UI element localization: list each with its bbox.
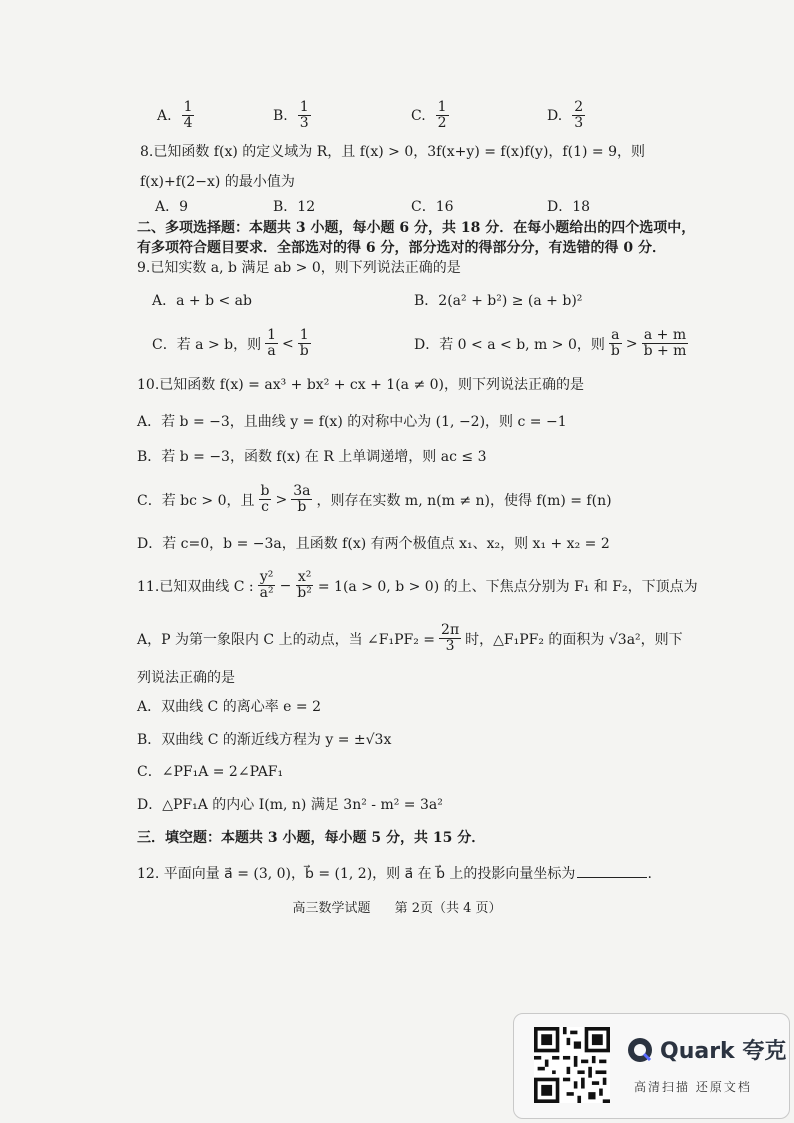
q9-option-d: D．若 0 < a < b, m > 0，则 $\frac{a}{b}$ > $\frac{a + m}{b + m}$ (414, 327, 687, 360)
q11-stem-3: 列说法正确的是 (137, 670, 235, 686)
q11-option-a: A．双曲线 C 的离心率 e = 2 (137, 699, 321, 715)
footer-page: 第 2页（共 4 页） (394, 901, 502, 916)
q9-option-b: B．2(a² + b²) ≥ (a + b)² (414, 293, 583, 309)
quark-logo-icon (626, 1036, 654, 1064)
q11-option-d: D．△PF₁A 的内心 I(m, n) 满足 3n² - m² = 3a² (137, 797, 443, 813)
q12-stem: 12. 平面向量 a⃗ = (3, 0)，b⃗ = (1, 2)，则 a⃗ 在 b⃗ 上的投影向量坐标为 . (137, 866, 652, 882)
q10-option-a: A．若 b = −3，且曲线 y = f(x) 的对称中心为 (1, −2)，则 c = −1 (137, 414, 567, 430)
q7-option-a: A. $\frac{1}{4}$ (157, 99, 193, 132)
answer-blank[interactable] (577, 877, 647, 878)
q10-option-d: D．若 c=0，b = −3a，且函数 f(x) 有两个极值点 x₁、x₂，则 x₁ + x₂ = 2 (137, 536, 610, 552)
footer-title: 高三数学试题 (292, 901, 371, 916)
section2-heading: 二、多项选择题：本题共 3 小题，每小题 6 分，共 18 分．在每小题给出的四个选项中， (137, 220, 696, 236)
q9-stem: 9.已知实数 a, b 满足 ab > 0，则下列说法正确的是 (137, 260, 461, 276)
q11-option-b: B．双曲线 C 的渐近线方程为 y = ±√3x (137, 732, 392, 748)
q9-option-c: C．若 a > b，则 $\frac{1}{a}$ < $\frac{1}{b}$ (152, 327, 309, 360)
q8-stem-2: f(x)+f(2−x) 的最小值为 (140, 174, 295, 190)
q10-option-c: C．若 bc > 0，且 $\frac{b}{c}$ > $\frac{3a}{b}$ ，则存在实数 m, n(m ≠ n)，使得 f(m) = f(n) (137, 483, 612, 516)
q8-option-d: D．18 (547, 199, 591, 215)
q8-option-b: B．12 (273, 199, 316, 215)
q8-option-c: C．16 (411, 199, 454, 215)
q7-option-b: B. $\frac{1}{3}$ (273, 99, 309, 132)
q7-option-d: D. $\frac{2}{3}$ (547, 99, 584, 132)
page-footer (0, 897, 794, 916)
q10-option-b: B．若 b = −3，函数 f(x) 在 R 上单调递增，则 ac ≤ 3 (137, 449, 487, 465)
q8-stem: 8.已知函数 f(x) 的定义域为 R，且 f(x) > 0，3f(x+y) = f(x)f(y)，f(1) = 9，则 (140, 144, 645, 160)
section2-heading-2: 有多项符合题目要求．全部选对的得 6 分，部分选对的得部分分，有选错的得 0 分． (137, 240, 666, 256)
q8-option-a: A．9 (155, 199, 189, 215)
quark-tagline: 高清扫描 还原文档 (634, 1080, 752, 1094)
section3-heading: 三．填空题：本题共 3 小题，每小题 5 分，共 15 分． (137, 830, 486, 846)
q10-stem: 10.已知函数 f(x) = ax³ + bx² + cx + 1(a ≠ 0)，则下列说法正确的是 (137, 377, 585, 393)
qr-code-icon (534, 1027, 610, 1103)
quark-watermark (513, 1013, 790, 1119)
q7-option-c: C. $\frac{1}{2}$ (411, 99, 447, 132)
quark-brand (626, 1034, 786, 1065)
q9-option-a: A．a + b < ab (152, 293, 252, 309)
q11-option-c: C．∠PF₁A = 2∠PAF₁ (137, 764, 284, 780)
q11-stem: 11.已知双曲线 C : $\frac{\text{y²}}{\text{a²}}$ − $\frac{\text{x²}}{\text{b²}}$ = 1(a > 0, b > 0) 的上、下焦点分别为 F₁ 和 F₂，下顶点为 (137, 569, 698, 602)
q11-stem-2: A，P 为第一象限内 C 上的动点，当 ∠F₁PF₂ = $\frac{2\pi}{3}$ 时，△F₁PF₂ 的面积为 √3a²，则下 (137, 622, 683, 655)
quark-brand-text: Quark 夸克 (660, 1039, 787, 1064)
